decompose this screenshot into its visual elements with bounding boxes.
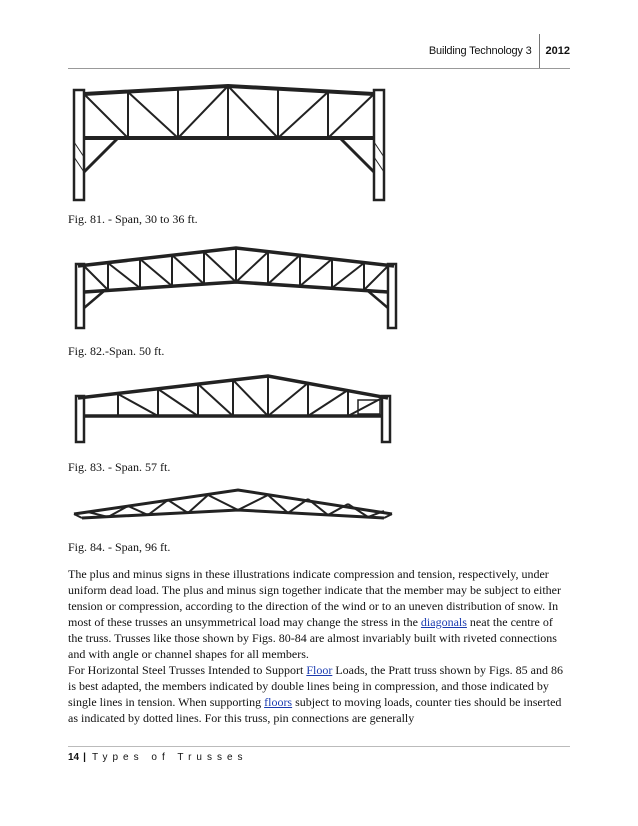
figure-84-caption: Fig. 84. - Span, 96 ft. (68, 540, 171, 554)
page-header (429, 34, 570, 68)
figure-83-caption: Fig. 83. - Span. 57 ft. (68, 460, 171, 474)
figure-83-image (68, 372, 398, 444)
figure-82-caption: Fig. 82.-Span. 50 ft. (68, 344, 165, 358)
paragraph-2-text-c: subject to moving loads, counter ties should be inserted as indicated by dotted lines. For this truss, pin connections are generally (68, 695, 562, 725)
page-number: 14 (68, 752, 80, 763)
figure-82-image (68, 244, 404, 330)
paragraph-1 (68, 566, 568, 662)
paragraph-2-text-b: Loads, the Pratt truss shown by Figs. 85 and 86 is best adapted, the members indicated by double lines being in compression, and those indicated by single lines in tension. When supporting (68, 663, 564, 709)
paragraph-2-text-a: For Horizontal Steel Trusses Intended to Support (68, 663, 307, 677)
footer-separator: | (83, 752, 86, 763)
diagonals-link[interactable]: diagonals (420, 615, 467, 629)
floors-link[interactable]: floors (264, 695, 293, 709)
paragraph-1-text-a: The plus and minus signs in these illustrations indicate compression and tension, respectively, under uniform dead load. The plus and minus sign together indicate that the member may be subject to either tension or compression, according to the direction of the wind or to an uneven distribution of snow. In most of these trusses an unsymmetrical load may change the stress in the (68, 567, 561, 629)
header-rule (68, 68, 570, 69)
page-footer (68, 752, 248, 763)
paragraph-1-text-b: neat the centre of the truss. Trusses like those shown by Figs. 80-84 are almost invariably built with riveted connections and with angle or channel shapes for all members. (68, 615, 557, 661)
paragraph-2 (68, 662, 568, 726)
figure-81-image (68, 82, 388, 202)
figure-81-caption: Fig. 81. - Span, 30 to 36 ft. (68, 212, 198, 226)
header-title: Building Technology 3 (428, 45, 532, 57)
footer-rule (68, 746, 570, 747)
footer-section-title: Types of Trusses (91, 752, 248, 763)
floor-link[interactable]: Floor (306, 663, 333, 677)
figure-84-image (68, 486, 398, 526)
header-year: 2012 (545, 45, 570, 57)
